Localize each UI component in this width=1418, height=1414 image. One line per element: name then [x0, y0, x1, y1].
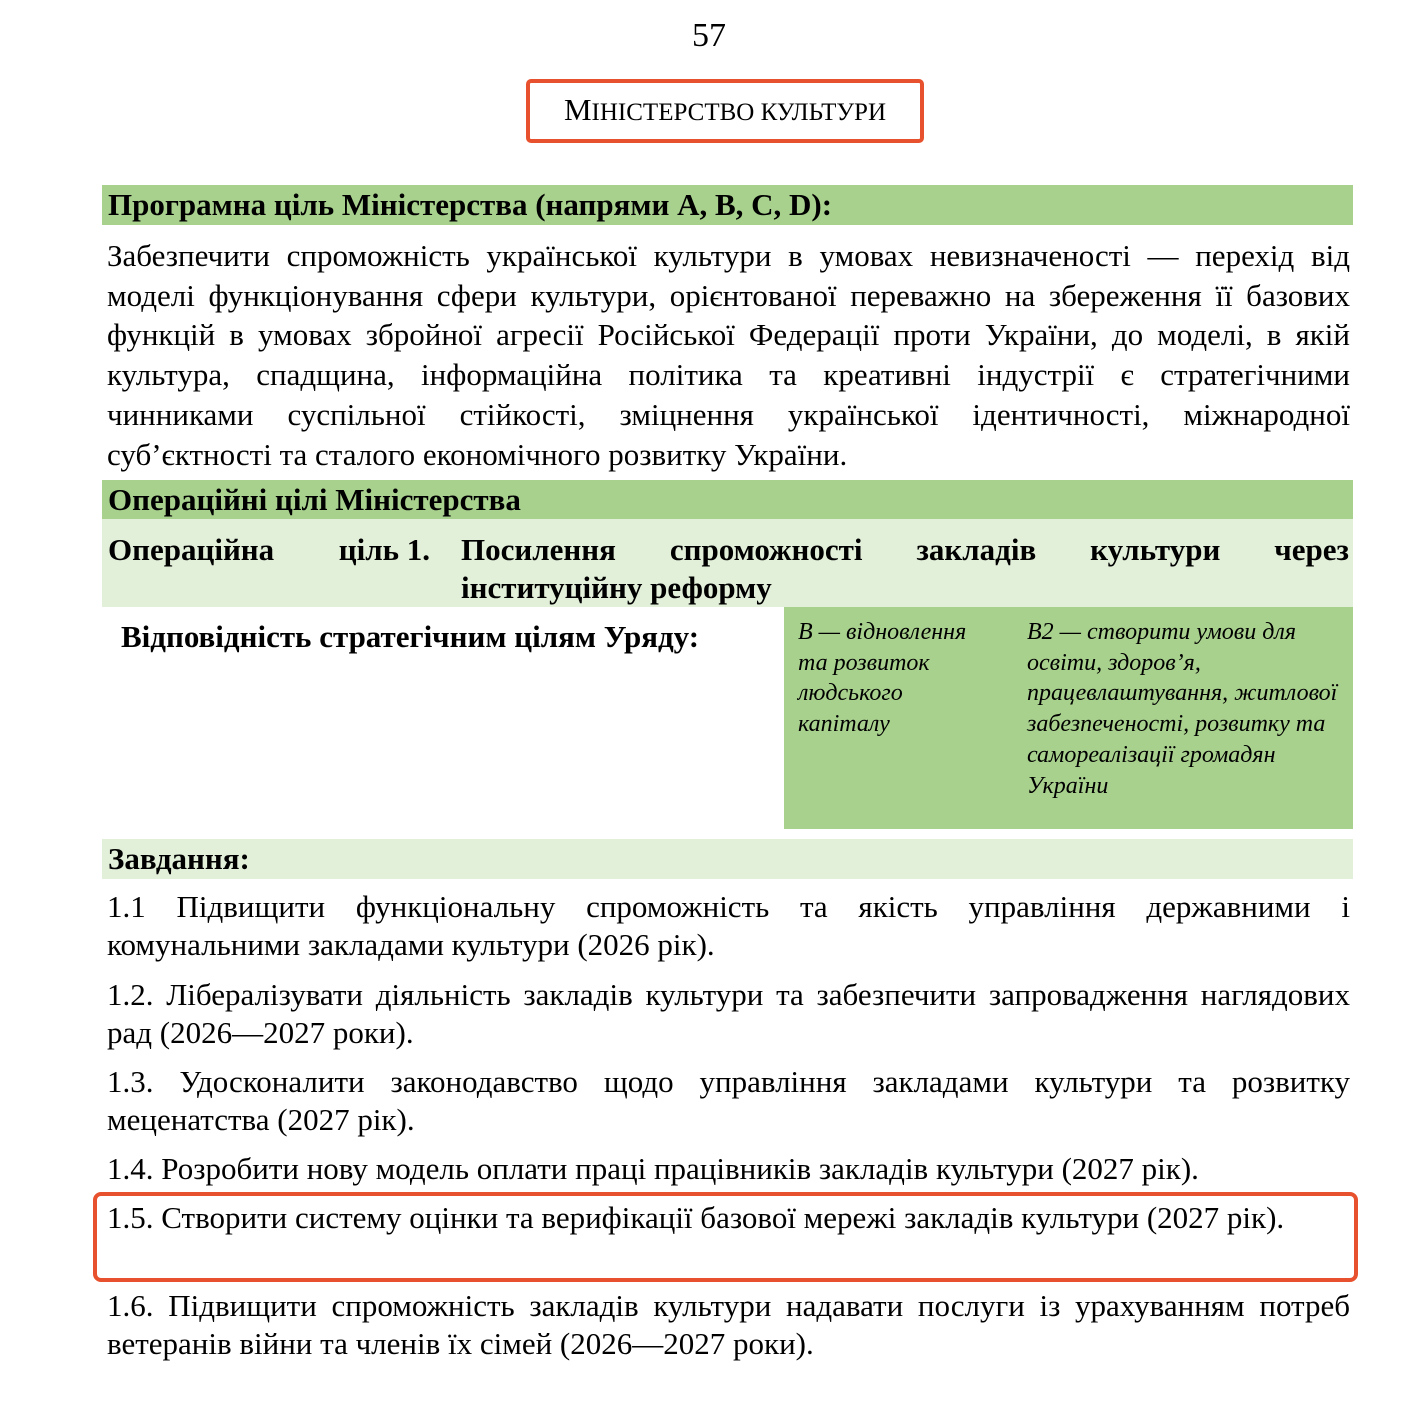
ministry-title-rest: ІНІСТЕРСТВО КУЛЬТУРИ — [591, 98, 887, 126]
operational-goal-1-line-1 — [461, 531, 1349, 569]
operational-goal-1-text — [461, 531, 1349, 607]
ministry-title-initial: М — [563, 91, 592, 127]
task-item: 1.1 Підвищити функціональну спроможність та якість управління державними і комунальними закладами культури (2026 рік). — [107, 889, 1350, 962]
program-goal-text: Забезпечити спроможність української культури в умовах невизначеності — перехід від моделі функціонування сфери культури, орієнтованої переважно на збереження її базових функцій в умовах збройної агресії Російської Федерації проти України, до моделі, в якій культура, спадщина, інформаційна політика та креативні індустрії є стратегічними чинниками суспільної стійкості, зміцнення української ідентичності, міжнародної суб’єктності та сталого економічного розвитку України. — [107, 238, 1350, 472]
task-item: 1.6. Підвищити спроможність закладів культури надавати послуги із урахуванням потреб ветеранів війни та членів їх сімей (2026—2027 роки). — [107, 1288, 1350, 1361]
operational-goal-1-word: Посилення — [461, 532, 616, 567]
ministry-title — [564, 93, 886, 130]
task-item: 1.4. Розробити нову модель оплати праці працівників закладів культури (2027 рік). — [107, 1151, 1199, 1186]
operational-goal-1-word: через — [1274, 532, 1349, 567]
operational-goal-1-word: спроможності — [669, 532, 863, 567]
page-number: 57 — [692, 17, 726, 54]
government-alignment-label: Відповідність стратегічним цілям Уряду: — [121, 619, 700, 654]
tasks-heading: Завдання: — [102, 839, 1353, 879]
operational-goal-1-label-number: ціль 1. — [338, 532, 430, 567]
ministry-title-highlight — [526, 79, 924, 143]
operational-goal-1 — [102, 519, 1353, 607]
government-goal-b: B — відновлення та розвиток людського капіталу — [798, 619, 967, 738]
operational-goals-heading: Операційні цілі Міністерства — [102, 480, 1353, 519]
task-item-highlighted: 1.5. Створити систему оцінки та верифікації базової мережі закладів культури (2027 рік). — [107, 1200, 1285, 1235]
operational-goal-1-word: закладів — [916, 532, 1037, 567]
task-item: 1.2. Лібералізувати діяльність закладів культури та забезпечити запровадження наглядових рад (2026—2027 роки). — [107, 977, 1350, 1050]
operational-goal-1-line-2: інституційну реформу — [461, 570, 772, 605]
program-goal-heading: Програмна ціль Міністерства (напрями A, B, C, D): — [102, 185, 1353, 225]
operational-goal-1-label — [108, 531, 430, 569]
operational-goal-1-label-word: Операційна — [108, 532, 275, 567]
operational-goal-1-word: культури — [1090, 532, 1221, 567]
government-goal-b2: B2 — створити умови для освіти, здоров’я, працевлаштування, житлової забезпеченості, розвитку та самореалізації громадян України — [1027, 619, 1338, 799]
task-item: 1.3. Удосконалити законодавство щодо управління закладами культури та розвитку меценатства (2027 рік). — [107, 1064, 1350, 1137]
government-goals-cell — [784, 607, 1353, 829]
task-1-5-highlight — [93, 1192, 1358, 1282]
